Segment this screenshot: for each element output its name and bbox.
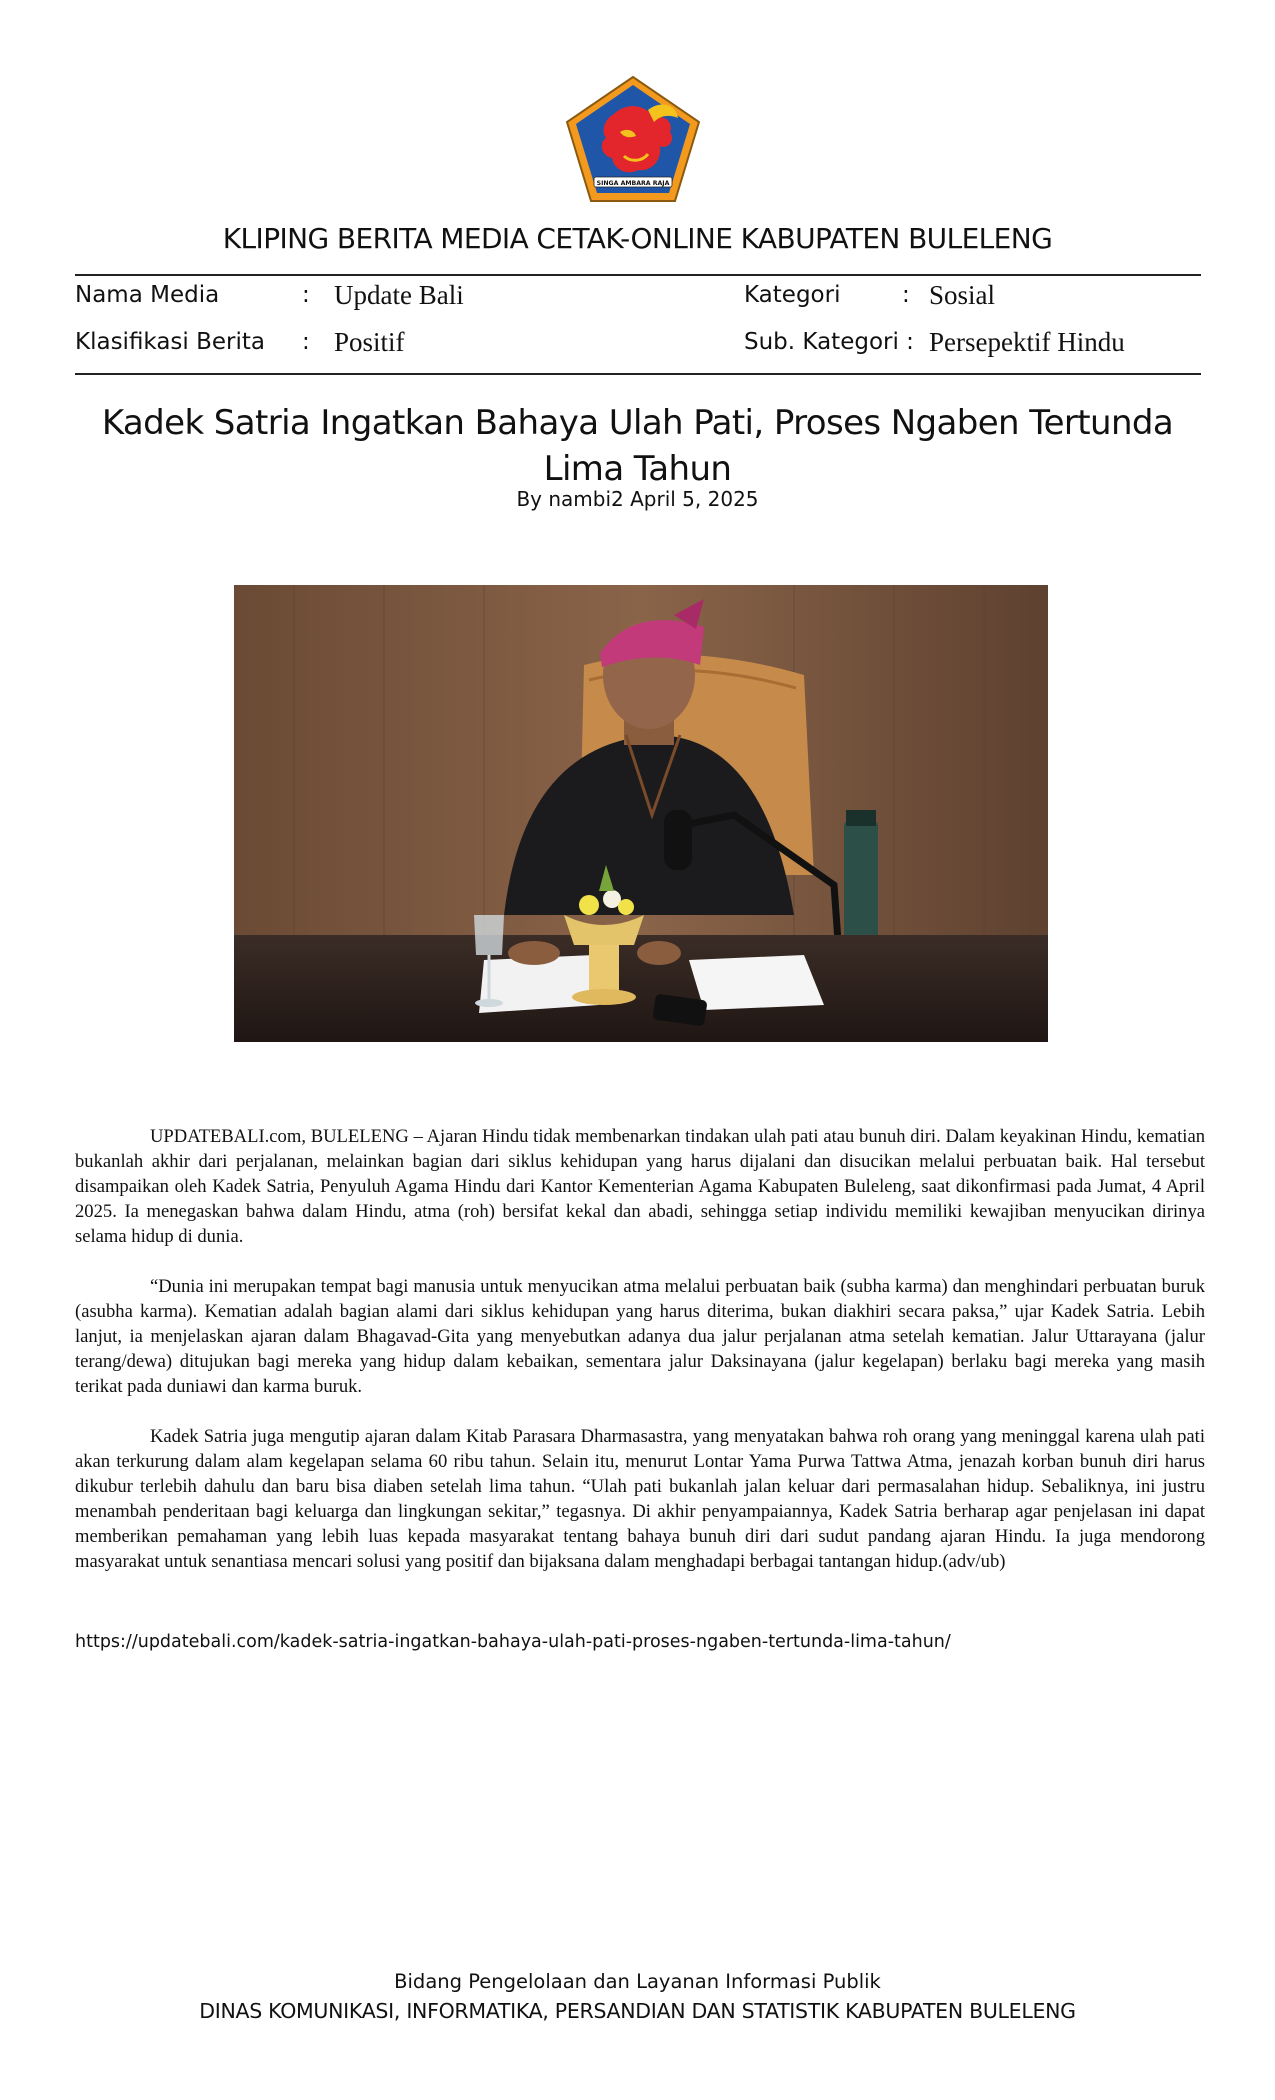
article-paragraph: Kadek Satria juga mengutip ajaran dalam Kitab Parasara Dharmasastra, yang menyatakan bahwa roh orang yang meninggal karena ulah pati akan terkurung dalam alam kegelapan selama 60 ribu tahun. Selain itu, menurut Lontar Yama Purwa Tattwa Atma, jenazah korban bunuh diri harus dikubur terlebih dahulu dan baru bisa diaben setelah lima tahun. “Ulah pati bukanlah jalan keluar dari permasalahan hidup. Sebaliknya, ini justru menambah penderitaan bagi keluarga dan lingkungan sekitar,” tegasnya. Di akhir penyampaiannya, Kadek Satria berharap agar penjelasan ini dapat memberikan pemahaman yang lebih luas kepada masyarakat tentang bahaya bunuh diri dari sudut pandang ajaran Hindu. Ia juga mendorong masyarakat untuk senantiasa mencari solusi yang positif dan bijaksana dalam menghadapi berbagai tantangan hidup.(adv/ub) xyxy=(75,1426,1205,1572)
header-divider-bottom xyxy=(75,373,1201,375)
header-title: KLIPING BERITA MEDIA CETAK-ONLINE KABUPATEN BULELENG xyxy=(222,222,1053,255)
source-url-link[interactable]: https://updatebali.com/kadek-satria-ingatkan-bahaya-ulah-pati-proses-ngaben-tertunda-lima-tahun/ xyxy=(75,1632,951,1652)
media-label: Nama Media xyxy=(75,282,220,308)
news-photo xyxy=(234,585,1048,1042)
article-title: Kadek Satria Ingatkan Bahaya Ulah Pati, Proses Ngaben Tertunda Lima Tahun xyxy=(101,403,1174,489)
article-paragraph: UPDATEBALI.com, BULELENG – Ajaran Hindu tidak membenarkan tindakan ulah pati atau bunuh diri. Dalam keyakinan Hindu, kematian bukanlah akhir dari perjalanan, melainkan bagian dari siklus kehidupan yang harus dijalani dan disucikan melalui perbuatan baik. Hal tersebut disampaikan oleh Kadek Satria, Penyuluh Agama Hindu dari Kantor Kementerian Agama Kabupaten Buleleng, saat dikonfirmasi pada Jumat, 4 April 2025. Ia menegaskan bahwa dalam Hindu, atma (roh) bersifat kekal dan abadi, sehingga setiap individu memiliki kewajiban menyucikan dirinya selama hidup di dunia. xyxy=(75,1126,1205,1247)
klasifikasi-label: Klasifikasi Berita xyxy=(75,329,266,355)
article-byline: By nambi2 April 5, 2025 xyxy=(516,487,759,511)
article-body xyxy=(75,1124,1205,1599)
footer-agency: DINAS KOMUNIKASI, INFORMATIKA, PERSANDIAN DAN STATISTIK KABUPATEN BULELENG xyxy=(199,1999,1076,2023)
kategori-label: Kategori xyxy=(744,282,841,308)
logo-motto: SINGA AMBARA RAJA xyxy=(596,180,670,187)
article-paragraph: “Dunia ini merupakan tempat bagi manusia untuk menyucikan atma melalui perbuatan baik (subha karma) dan menghindari perbuatan buruk (asubha karma). Kematian adalah bagian alami dari siklus kehidupan yang harus diterima, bukan diakhiri secara paksa,” ujar Kadek Satria. Lebih lanjut, ia menjelaskan ajaran dalam Bhagavad-Gita yang menyebutkan adanya dua jalur perjalanan atma setelah kematian. Jalur Uttarayana (jalur terang/dewa) ditujukan bagi mereka yang hidup dalam kebaikan, sementara jalur Daksinayana (jalur kegelapan) berlaku bagi mereka yang masih terikat pada duniawi dan karma buruk. xyxy=(75,1276,1205,1397)
klasifikasi-value: Positif xyxy=(334,327,405,357)
subkategori-label: Sub. Kategori : xyxy=(744,329,914,355)
kabupaten-buleleng-logo xyxy=(564,74,702,204)
footer-division: Bidang Pengelolaan dan Layanan Informasi Publik xyxy=(394,1970,881,1993)
media-colon: : xyxy=(302,282,310,308)
klasifikasi-colon: : xyxy=(302,329,310,355)
subkategori-value: Persepektif Hindu xyxy=(929,327,1125,357)
media-value: Update Bali xyxy=(334,280,464,310)
kategori-colon: : xyxy=(902,282,910,308)
kategori-value: Sosial xyxy=(929,280,996,310)
header-divider-top xyxy=(75,274,1201,276)
